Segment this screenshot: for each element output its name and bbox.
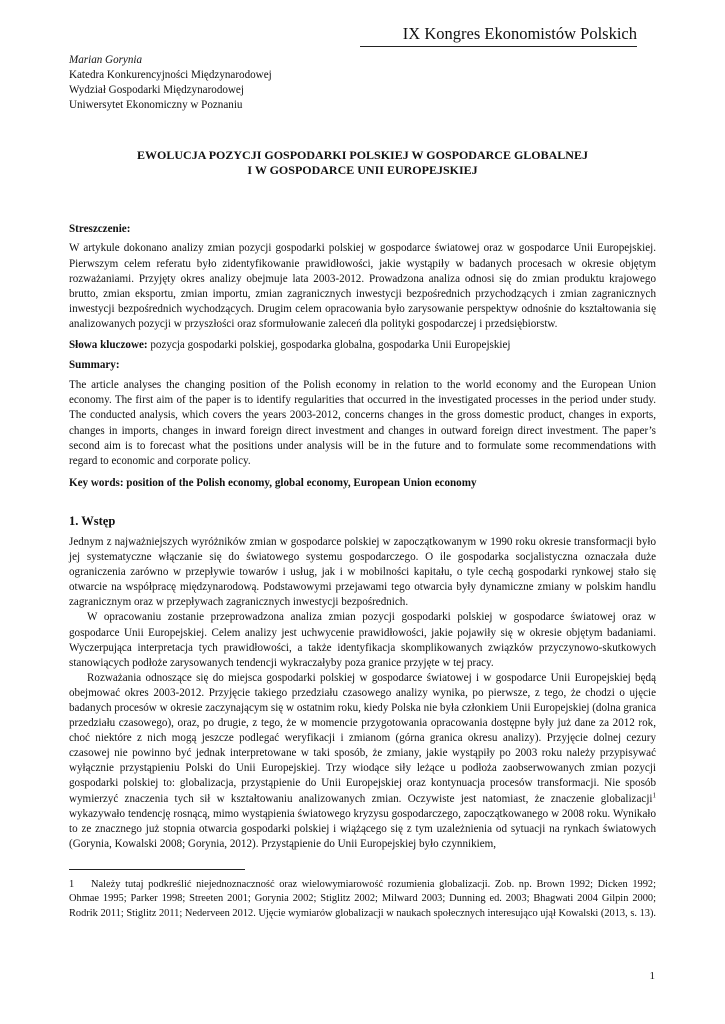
keywords-en: Key words: position of the Polish economy, global economy, European Union economy <box>69 476 477 489</box>
section-heading: 1. Wstęp <box>69 513 116 528</box>
footnote-ref[interactable]: 1 <box>652 790 656 799</box>
page-number: 1 <box>649 970 655 982</box>
footnote-number: 1 <box>69 878 75 890</box>
author-name: Marian Gorynia <box>69 54 143 66</box>
paragraph-3-part-a: Rozważania odnoszące się do miejsca gospodarki polskiej w gospodarce światowej i w gospodarce Unii Europejskiej będą obejmować okres 2003-2012. Przyjęcie takiego przedziału czasowego analizy wynika, po pierwsze, z tego, że chodzi o ujęcie badanych procesów w okresie zaczynającym się w ostatnim roku, kiedy Polska nie była członkiem Unii Europejskiej (dolna granica przedziału czasowego), oraz, po drugie, z tego, że w momencie przygotowania opracowania dostępne były już dane za 2012 rok, choć niektóre z nich mogą jeszcze podlegać weryfikacji i zmianom (górna granica okresu analizy). Przyjęcie dolnej cezury czasowej nie powinno być jednak interpretowane w taki sposób, że zmiany, jakie wystąpiły po 2003 roku należy przypisywać wyłącznie przystąpieniu Polski do Unii Europejskiej. Trzy wiodące siły leżące u podłoża zaobserwowanych zmian pozycji gospodarki polskiej to: globalizacja, przystąpienie do Unii Europejskiej oraz kontynuacja procesów transformacji. Nie sposób wymierzyć znaczenia tych sił w kształtowaniu analizowanych zmian. Oczywiste jest natomiast, że znaczenie globalizacji <box>69 671 656 805</box>
author-university: Uniwersytet Ekonomiczny w Poznaniu <box>69 99 243 112</box>
paragraph-2: W opracowaniu zostanie przeprowadzona analiza zmian pozycji gospodarki polskiej w gospodarce światowej oraz w gospodarce Unii Europejskiej. Celem analizy jest uchwycenie prawidłowości, jakie pojawiły się w okresie objętym badaniami. Wyczerpująca interpretacja tych prawidłowości, a także identyfikacja skomplikowanych związków przyczynowo-skutkowych stanowiących podłoże zarysowanych tendencji wykraczałyby poza granice przyjęte w tej pracy. <box>69 611 656 669</box>
header-rule <box>360 46 637 47</box>
abstract-en-text: The article analyses the changing position of the Polish economy in relation to the world economy and the European Union economy. The first aim of the paper is to identify regularities that occurred in the investigated processes in the period under study. The conducted analysis, which covers the years 2003-2012, concerns changes in the gross domestic product, changes in exports, changes in imports, changes in inward foreign direct investment and changes in outward foreign direct investment. The paper’s second aim is to forecast what the positions under analysis will be in the future and to formulate some recommendations with regard to economic and corporate policy. <box>69 379 656 467</box>
conference-header: IX Kongres Ekonomistów Polskich <box>402 24 637 43</box>
document-body <box>69 53 656 921</box>
abstract-pl-label: Streszczenie: <box>69 223 131 236</box>
footnote <box>69 878 656 922</box>
title-line-2: I W GOSPODARCE UNII EUROPEJSKIEJ <box>247 163 478 178</box>
footnote-text: Należy tutaj podkreślić niejednoznaczność oraz wielowymiarowość rozumienia globalizacji. Zob. np. Brown 1992; Dicken 1992; Ohmae 1995; Parker 1998; Streeten 2001; Gorynia 2002; Stiglitz 2002; Milward 2003; Dunning ed. 2003; Bhagwati 2004 Gilpin 2000; Rodrik 2011; Stiglitz 2011; Nederveen 2012. Ujęcie wymiarów globalizacji w naukach społecznych interesująco ujął Kowalski (2013, s. 13). <box>69 878 657 919</box>
author-faculty: Wydział Gospodarki Międzynarodowej <box>69 84 244 97</box>
title-line-1: EWOLUCJA POZYCJI GOSPODARKI POLSKIEJ W GOSPODARCE GLOBALNEJ <box>137 148 588 163</box>
abstract-en-label: Summary: <box>69 359 120 372</box>
keywords-pl-label: Słowa kluczowe: <box>69 339 148 352</box>
author-department: Katedra Konkurencyjności Międzynarodowej <box>69 69 272 82</box>
keywords-pl <box>69 338 656 353</box>
paper-title <box>69 148 656 178</box>
paragraph-3-part-b: wykazywało tendencję rosnącą, mimo wystąpienia światowego kryzysu gospodarczego, zapoczątkowanego w 2008 roku. Wynikało to ze znacznego już stopnia otwarcia gospodarki polskiej i wiążącego się z tym uzależnienia od sytuacji na rynkach światowych (Gorynia, Kowalski 2008; Gorynia, 2012). Przystąpienie do Unii Europejskiej było czynnikiem, <box>69 807 656 850</box>
paragraph-3 <box>69 671 656 852</box>
abstract-pl-text: W artykule dokonano analizy zmian pozycji gospodarki polskiej w gospodarce światowej oraz w gospodarce Unii Europejskiej. Pierwszym celem referatu było zidentyfikowanie prawidłowości, jakie wystąpiły w badanych procesach w okresie objętym rozważaniami. Przyjęty okres analizy obejmuje lata 2003-2012. Prowadzona analiza odnosi się do zmian produktu krajowego brutto, zmian eksportu, zmian importu, zmian zagranicznych inwestycji bezpośrednich przychodzących i zmian zagranicznych inwestycji bezpośrednich wychodzących. Drugim celem opracowania było zarysowanie perspektyw odnośnie do kształtowania się analizowanych pozycji w przyszłości oraz sformułowanie zaleceń dla polityki gospodarczej i przedsiębiorstw. <box>69 242 656 330</box>
footnote-rule <box>69 869 245 870</box>
paragraph-1: Jednym z najważniejszych wyróżników zmian w gospodarce polskiej w zapoczątkowanym w 1990 roku okresie transformacji było jej systematyczne włączanie się do światowego systemu gospodarczego. O ile gospodarka socjalistyczna oznaczała duże ograniczenia zarówno w przepływie towarów i usług, jak i w mobilności kapitału, o tyle cechą gospodarki rynkowej stało się otwarcie na współpracę międzynarodową. Podstawowymi przejawami tego otwarcia były dynamiczne zmiany w polskim handlu zagranicznym oraz w przepływach zagranicznych inwestycji bezpośrednich. <box>69 535 656 609</box>
keywords-pl-text: pozycja gospodarki polskiej, gospodarka globalna, gospodarka Unii Europejskiej <box>147 339 511 352</box>
